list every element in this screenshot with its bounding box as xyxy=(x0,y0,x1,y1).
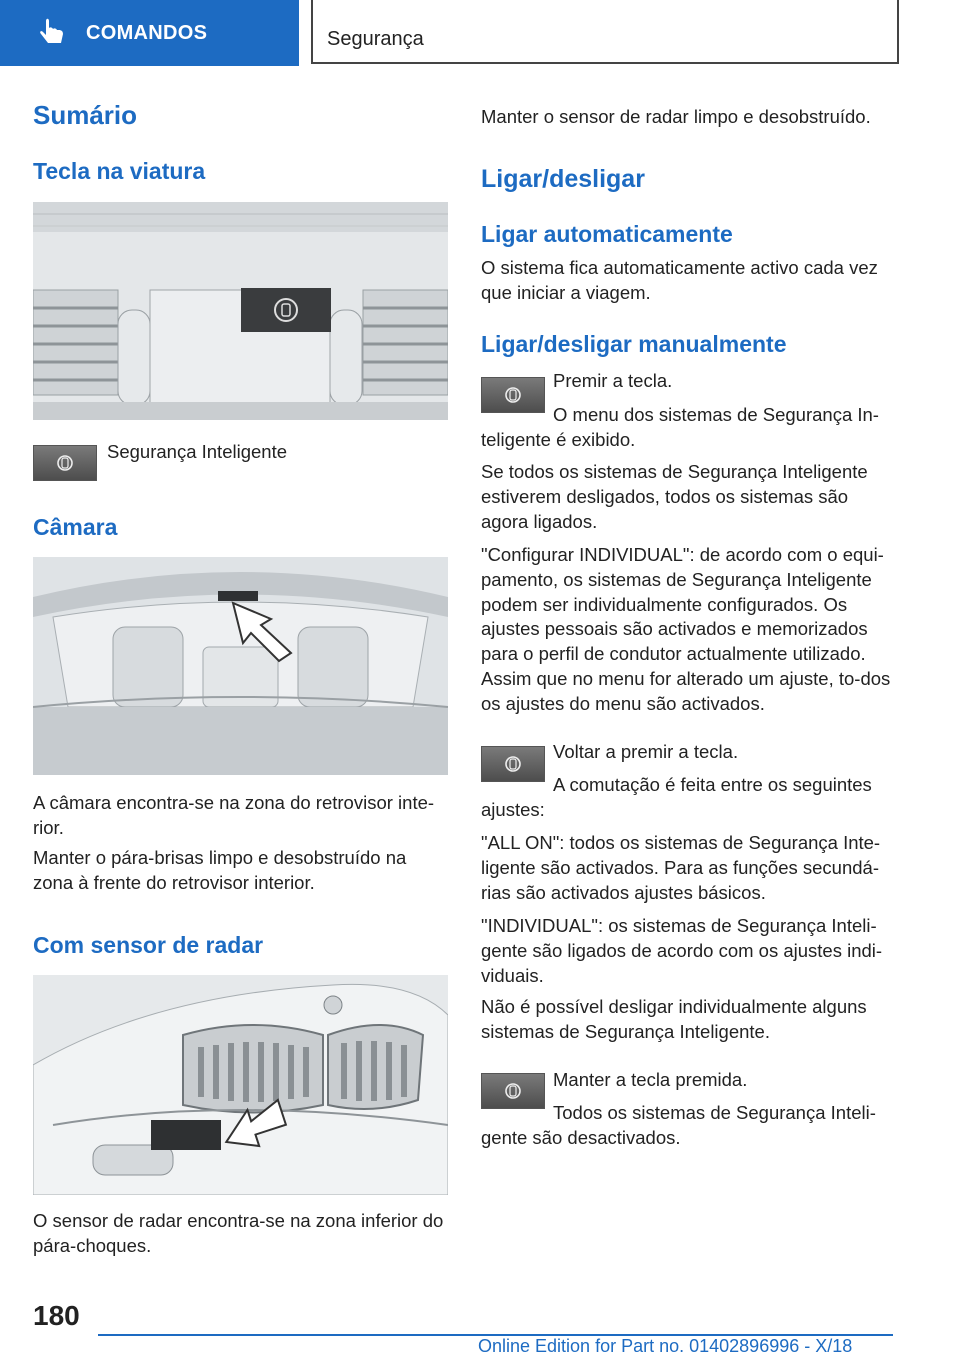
radar-clean-text: Manter o sensor de radar limpo e desobstruído. xyxy=(481,106,871,127)
safety-key-button[interactable] xyxy=(33,445,97,481)
radar-heading: Com sensor de radar xyxy=(33,932,264,958)
para-all-on: "ALL ON": todos os sistemas de Segurança Inte-ligente são activados. Para as funções secundá-rias são activados ajustes básicos. xyxy=(481,832,881,903)
camera-heading: Câmara xyxy=(33,514,118,540)
page-header xyxy=(0,0,960,66)
intelligent-safety-icon xyxy=(57,453,73,473)
intelligent-safety-icon xyxy=(505,754,521,774)
para-individual: "INDIVIDUAL": os sistemas de Segurança Inteli-gente são ligados de acordo com os ajustes indi-viduais. xyxy=(481,915,883,986)
step1-line-b: O menu dos sistemas de Segurança In- xyxy=(553,404,879,425)
step2-line-b: A comutação é feita entre os seguintes xyxy=(553,774,872,795)
step2-line-a: Voltar a premir a tecla. xyxy=(553,741,739,762)
key-caption: Segurança Inteligente xyxy=(107,441,287,462)
step2-key-button[interactable] xyxy=(481,746,545,782)
page-number: 180 xyxy=(33,1300,80,1331)
hand-pointer-icon xyxy=(37,18,67,48)
step3-line-c: gente são desactivados. xyxy=(481,1127,681,1148)
intelligent-safety-icon xyxy=(505,385,521,405)
para-configure-individual: "Configurar INDIVIDUAL": de acordo com o equi-pamento, os sistemas de Segurança Inteligente podem ser individualmente configurados. Os ajustes pessoais são activados e memorizados para o perfil de condutor actualmente utilizado. Assim que no menu for alterado um ajuste, to-dos os ajustes do menu são activados. xyxy=(481,544,891,714)
para-not-possible: Não é possível desligar individualmente alguns sistemas de Segurança Inteligente. xyxy=(481,996,867,1042)
radar-figure xyxy=(33,975,448,1195)
page-title: Sumário xyxy=(33,100,138,130)
step3-line-b: Todos os sistemas de Segurança Inteli- xyxy=(553,1102,876,1123)
step1-line-c: teligente é exibido. xyxy=(481,429,636,450)
chapter-label: COMANDOS xyxy=(86,22,208,44)
keys-heading: Tecla na viatura xyxy=(33,158,206,184)
step1-line-a: Premir a tecla. xyxy=(553,370,673,391)
onoff-heading: Ligar/desligar xyxy=(481,165,645,193)
footer-edition: Online Edition for Part no. 01402896996 - X/18 xyxy=(478,1336,853,1356)
intelligent-safety-icon xyxy=(505,1081,521,1101)
para-all-off: Se todos os sistemas de Segurança Inteligente estiverem desligados, todos os sistemas são agora ligados. xyxy=(481,461,868,532)
step3-key-button[interactable] xyxy=(481,1073,545,1109)
auto-heading: Ligar automaticamente xyxy=(481,221,733,247)
step1-key-button[interactable] xyxy=(481,377,545,413)
step3-line-a: Manter a tecla premida. xyxy=(553,1069,748,1090)
radar-illustration xyxy=(33,975,448,1195)
radar-text: O sensor de radar encontra-se na zona inferior do pára-choques. xyxy=(33,1210,444,1256)
manual-heading: Ligar/desligar manualmente xyxy=(481,331,787,357)
section-tab xyxy=(311,0,899,64)
dashboard-figure xyxy=(33,202,448,420)
chapter-tab xyxy=(0,0,299,66)
dashboard-illustration xyxy=(33,202,448,420)
camera-illustration xyxy=(33,557,448,775)
camera-text-1: A câmara encontra-se na zona do retrovisor inte-rior. xyxy=(33,792,435,838)
section-label: Segurança xyxy=(327,28,424,50)
auto-text: O sistema fica automaticamente activo cada vez que iniciar a viagem. xyxy=(481,257,878,303)
step2-line-c: ajustes: xyxy=(481,799,545,820)
camera-text-2: Manter o pára-brisas limpo e desobstruído na zona à frente do retrovisor interior. xyxy=(33,847,407,893)
camera-figure xyxy=(33,557,448,775)
